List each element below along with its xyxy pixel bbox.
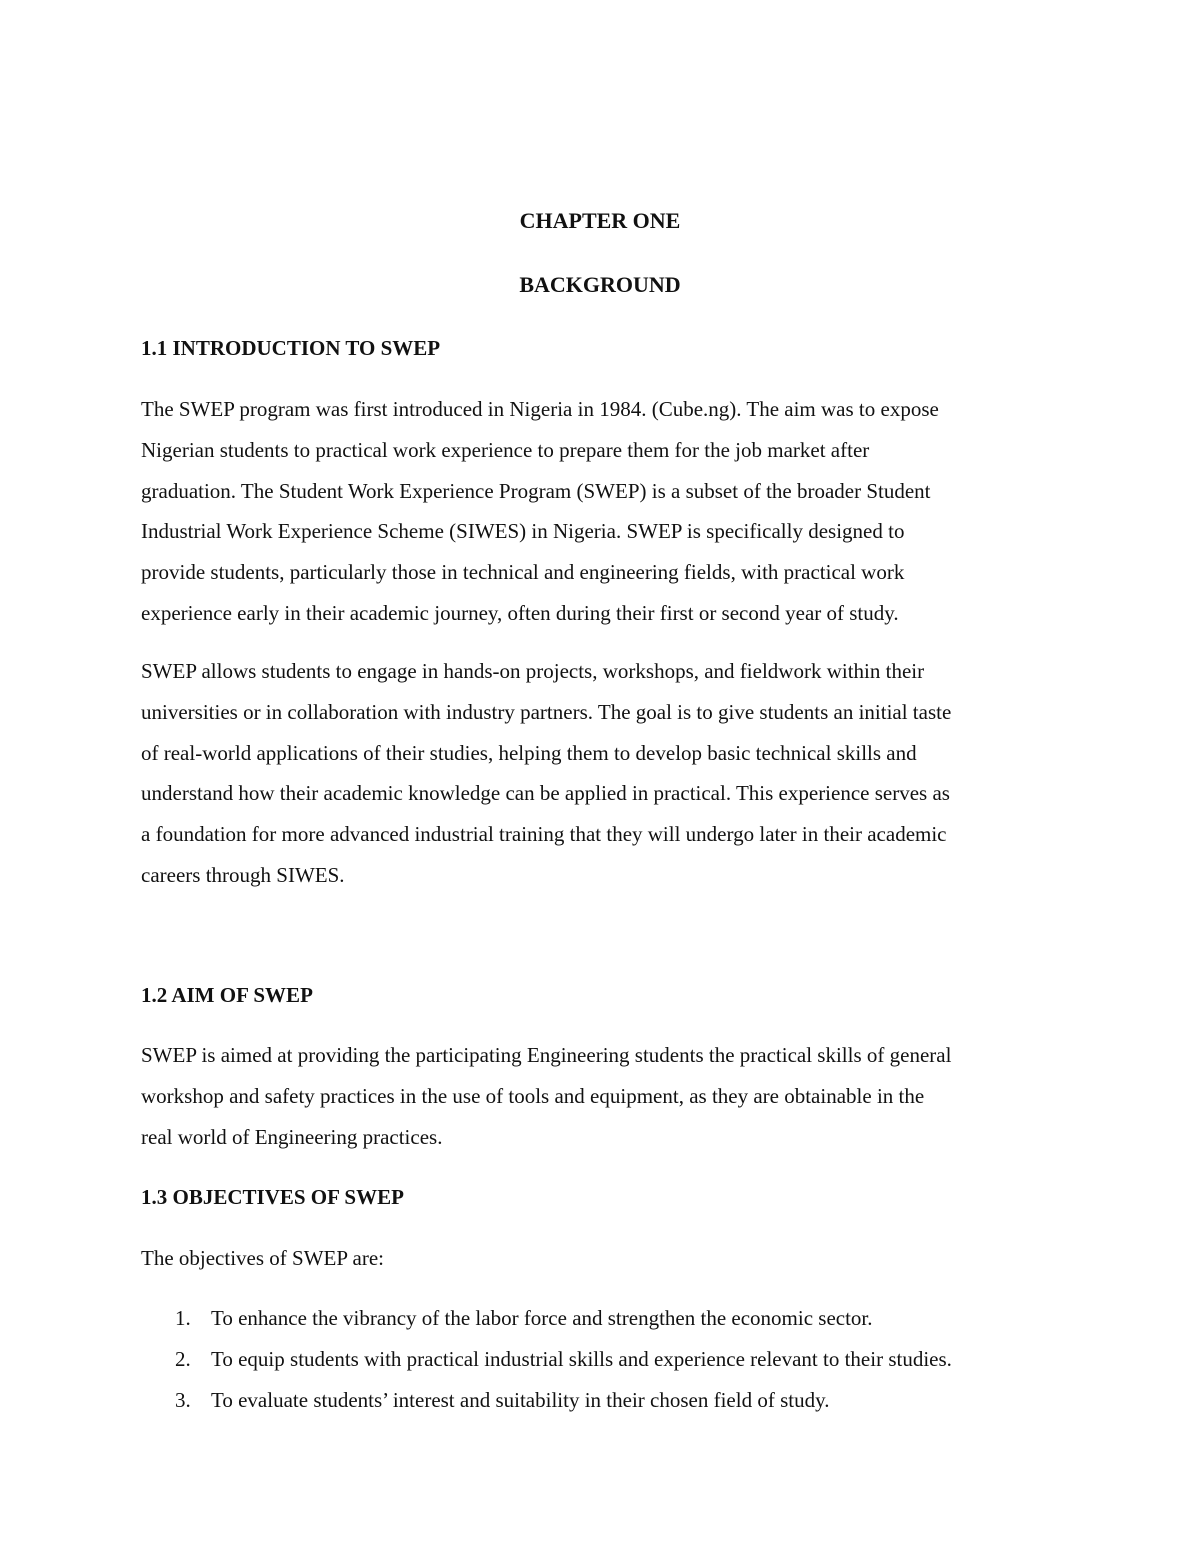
list-item-number: 1. bbox=[175, 1306, 191, 1330]
list-item-number: 2. bbox=[175, 1347, 191, 1371]
text-line: a foundation for more advanced industrial training that they will undergo later in their academic bbox=[141, 822, 947, 847]
aim-paragraph bbox=[141, 1035, 1061, 1157]
section-heading-objectives: 1.3 OBJECTIVES OF SWEP bbox=[141, 1185, 404, 1209]
text-line: SWEP is aimed at providing the participating Engineering students the practical skills of general bbox=[141, 1043, 952, 1067]
section-heading-aim: 1.2 AIM OF SWEP bbox=[141, 983, 313, 1007]
list-item-number: 3. bbox=[175, 1388, 191, 1412]
text-line: understand how their academic knowledge can be applied in practical. This experience serves as bbox=[141, 781, 950, 806]
objectives-list bbox=[141, 1306, 1061, 1429]
text-line: workshop and safety practices in the use of tools and equipment, as they are obtainable in the bbox=[141, 1083, 925, 1108]
text-line: careers through SIWES. bbox=[141, 862, 345, 887]
text-line: experience early in their academic journey, often during their first or second year of study. bbox=[141, 600, 899, 625]
list-item-text: To evaluate students’ interest and suitability in their chosen field of study. bbox=[211, 1388, 830, 1412]
chapter-title: CHAPTER ONE bbox=[519, 208, 681, 233]
objectives-intro bbox=[141, 1238, 1061, 1279]
text-line: provide students, particularly those in technical and engineering fields, with practical work bbox=[141, 560, 905, 585]
section-heading-introduction: 1.1 INTRODUCTION TO SWEP bbox=[141, 336, 441, 360]
list-item bbox=[141, 1347, 1061, 1388]
chapter-subtitle: BACKGROUND bbox=[519, 272, 681, 297]
text-line: Industrial Work Experience Scheme (SIWES) in Nigeria. SWEP is specifically designed to bbox=[141, 519, 905, 544]
list-item-text: To enhance the vibrancy of the labor force and strengthen the economic sector. bbox=[211, 1306, 873, 1330]
text-line: of real-world applications of their studies, helping them to develop basic technical skills and bbox=[141, 740, 917, 765]
text-line: SWEP allows students to engage in hands-on projects, workshops, and fieldwork within their bbox=[141, 659, 925, 683]
text-line: universities or in collaboration with industry partners. The goal is to give students an initial taste bbox=[141, 699, 952, 724]
text-line: real world of Engineering practices. bbox=[141, 1124, 443, 1149]
list-item-text: To equip students with practical industrial skills and experience relevant to their studies. bbox=[211, 1347, 952, 1371]
list-item bbox=[141, 1306, 1061, 1347]
list-item bbox=[141, 1388, 1061, 1429]
text-line: Nigerian students to practical work experience to prepare them for the job market after bbox=[141, 437, 870, 462]
text-line: graduation. The Student Work Experience Program (SWEP) is a subset of the broader Student bbox=[141, 478, 931, 503]
introduction-paragraph-1 bbox=[141, 389, 1061, 634]
text-line: The SWEP program was first introduced in Nigeria in 1984. (Cube.ng). The aim was to expose bbox=[141, 397, 939, 421]
text-line: The objectives of SWEP are: bbox=[141, 1246, 384, 1270]
introduction-paragraph-2 bbox=[141, 651, 1061, 896]
